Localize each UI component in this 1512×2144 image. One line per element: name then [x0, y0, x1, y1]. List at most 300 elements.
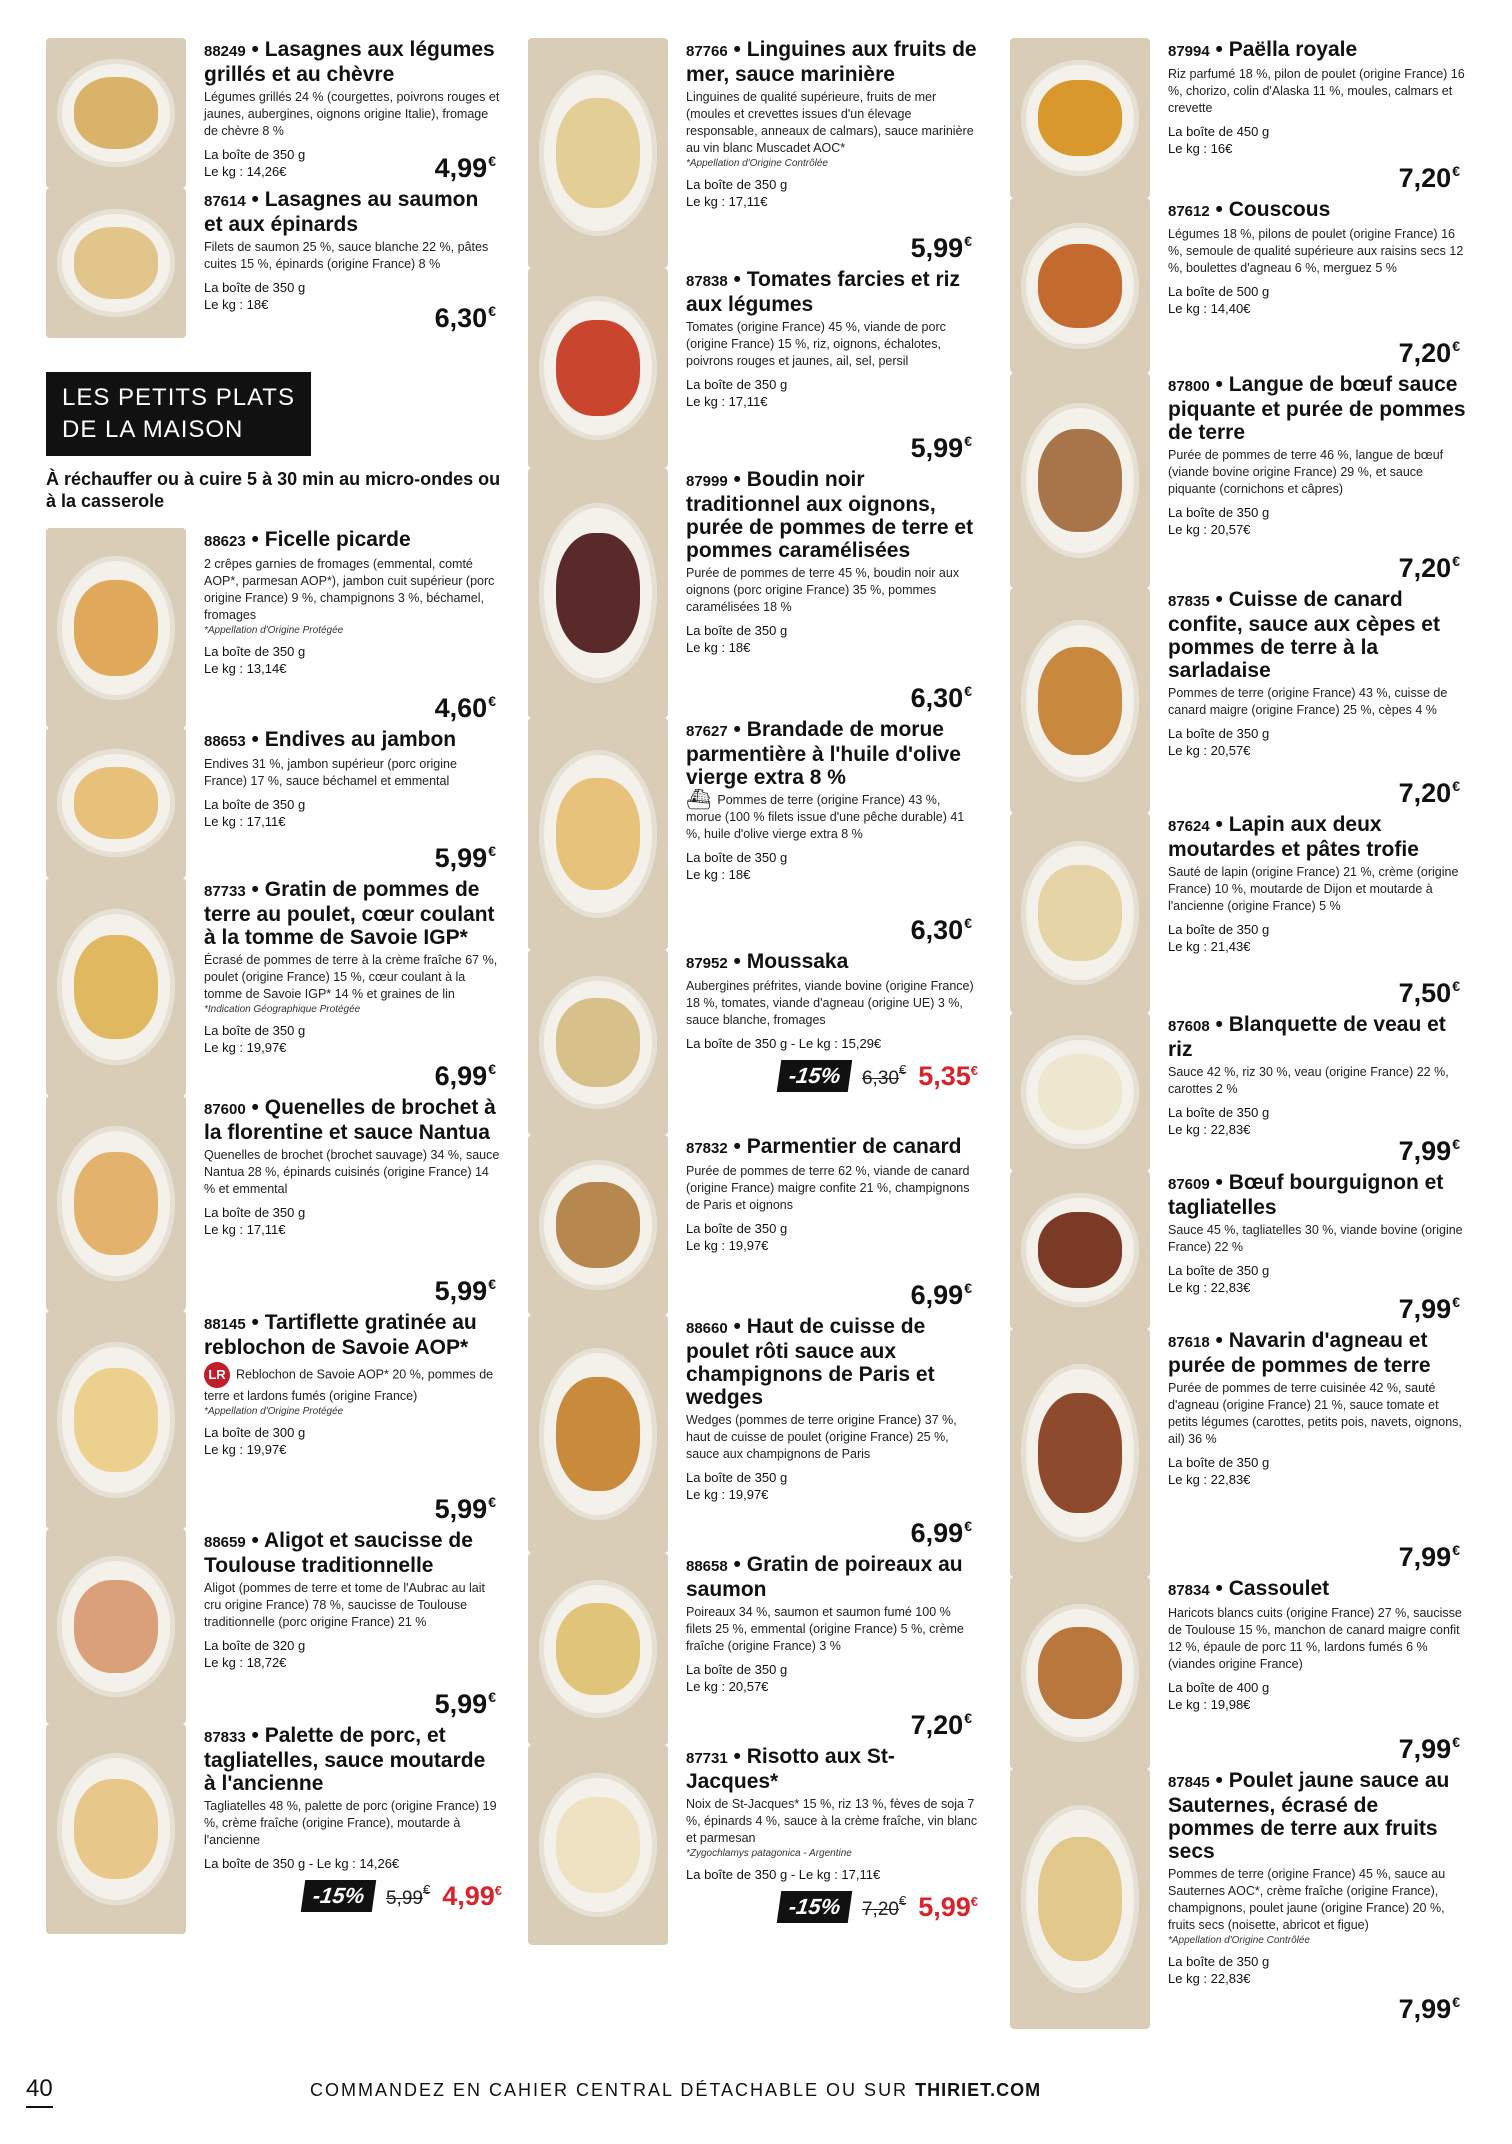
- price-value: 5,99: [434, 843, 488, 873]
- price-per-kg: Le kg : 19,97€: [686, 1487, 769, 1502]
- title-bullet: •: [1209, 1329, 1229, 1352]
- product-name: Risotto aux St-Jacques*: [686, 1745, 895, 1793]
- product-info: [1150, 38, 1466, 198]
- box-weight: La boîte de 350 g: [1168, 505, 1270, 520]
- product-weight: [204, 796, 502, 830]
- new-price-value: 5,35: [918, 1060, 971, 1091]
- price-per-kg: Le kg : 17,11€: [686, 394, 768, 409]
- product-price: [435, 1061, 496, 1092]
- product-title: [686, 1135, 978, 1160]
- price-per-kg: Le kg : 18€: [686, 867, 751, 883]
- box-weight: La boîte de 500 g: [1168, 284, 1270, 299]
- product-name: Lasagnes au saumon et aux épinards: [204, 188, 479, 236]
- currency-symbol: €: [964, 683, 972, 699]
- food-shape: [1038, 244, 1122, 328]
- product-info: [1150, 813, 1466, 1013]
- description-text: Légumes 18 %, pilons de poulet (origine France) 16 %, semoule de qualité supérieure aux raisins secs 12 %, boulettes d'agneau 6 %, merguez 5 %: [1168, 227, 1464, 275]
- product-card: [528, 1315, 978, 1553]
- food-shape: [1038, 1212, 1122, 1288]
- product-title: [1168, 198, 1466, 223]
- title-bullet: •: [245, 38, 265, 61]
- product-card: [1010, 1577, 1466, 1769]
- product-description: [686, 789, 978, 843]
- description-text: Légumes grillés 24 % (courgettes, poivrons rouges et jaunes, aubergines, oignons origine Italie), fromage de chèvre 8 %: [204, 90, 500, 138]
- product-card: [46, 1096, 502, 1311]
- promo-price: [204, 1880, 502, 1912]
- product-weight: [1168, 123, 1466, 157]
- title-bullet: •: [245, 1529, 264, 1552]
- product-photo: [528, 718, 668, 950]
- discount-badge: -15%: [300, 1880, 376, 1912]
- product-code: 87731: [686, 1750, 728, 1767]
- price-per-kg: Le kg : 19,98€: [1168, 1697, 1251, 1712]
- price-value: 7,99: [1398, 1994, 1452, 2024]
- product-description: [686, 1163, 978, 1214]
- product-description: [686, 978, 978, 1029]
- description-text: Pommes de terre (origine France) 43 %, cuisse de canard maigre (origine France) 25 %, cèpes 4 %: [1168, 686, 1448, 717]
- title-bullet: •: [1209, 588, 1229, 611]
- product-name: Ficelle picarde: [264, 528, 411, 551]
- product-title: [204, 878, 502, 949]
- description-text: Sauté de lapin (origine France) 21 %, crème (origine France) 10 %, moutarde de Dijon et moutarde à l'ancienne (origine France) 5 %: [1168, 865, 1459, 913]
- product-code: 87833: [204, 1729, 246, 1746]
- product-info: [186, 878, 502, 1096]
- price-per-kg: Le kg : 22,83€: [1168, 1971, 1251, 1986]
- box-weight: La boîte de 350 g: [686, 623, 788, 638]
- product-price: [911, 1518, 972, 1549]
- product-info: [668, 1553, 978, 1745]
- column-3: [1010, 38, 1466, 2029]
- product-name: Poulet jaune sauce au Sauternes, écrasé de pommes de terre aux fruits secs: [1168, 1769, 1450, 1863]
- description-text: Wedges (pommes de terre origine France) 37 %, haut de cuisse de poulet (origine France) 25 %, sauce aux champignons de Paris: [686, 1413, 957, 1461]
- product-code: 87832: [686, 1140, 728, 1157]
- product-footnote: *Appellation d'Origine Protégée: [204, 625, 344, 636]
- section-title-line2: DE LA MAISON: [62, 416, 244, 443]
- box-weight: La boîte de 350 g: [1168, 1954, 1270, 1969]
- product-weight: [204, 1424, 502, 1458]
- food-shape: [74, 580, 158, 676]
- product-title: [204, 38, 502, 86]
- currency-symbol: €: [1452, 338, 1460, 354]
- product-code: 87800: [1168, 378, 1210, 395]
- product-price: [435, 843, 496, 874]
- description-text: Tomates (origine France) 45 %, viande de porc (origine France) 15 %, riz, oignons, échalotes, poivrons rouges et jaunes, ail, sel, persil: [686, 320, 946, 368]
- product-card: [1010, 198, 1466, 373]
- title-bullet: •: [245, 528, 265, 551]
- product-info: [186, 728, 502, 878]
- new-price: [442, 1881, 502, 1912]
- product-name: Moussaka: [746, 950, 849, 973]
- product-price: [1399, 1994, 1460, 2025]
- product-description: [686, 1604, 978, 1655]
- price-per-kg: Le kg : 14,26€: [204, 164, 287, 179]
- old-price: [862, 1893, 906, 1921]
- box-weight: La boîte de 350 g: [686, 1662, 788, 1677]
- product-code: 87999: [686, 473, 728, 490]
- product-weight: [1168, 504, 1466, 538]
- product-code: 87733: [204, 883, 246, 900]
- product-footnote: *Appellation d'Origine Contrôlée: [1168, 1935, 1310, 1946]
- box-weight: La boîte de 350 g: [686, 177, 788, 192]
- product-price: [911, 915, 972, 946]
- price-per-kg: Le kg : 19,97€: [204, 1040, 287, 1055]
- product-photo: [46, 1311, 186, 1529]
- column-2: [528, 38, 978, 1945]
- product-title: [204, 1096, 502, 1144]
- product-weight: [1168, 1679, 1466, 1713]
- product-card: [528, 1135, 978, 1315]
- title-bullet: •: [245, 1096, 265, 1119]
- title-bullet: •: [245, 728, 265, 751]
- currency-symbol: €: [1452, 163, 1460, 179]
- product-info: [186, 528, 502, 728]
- price-value: 6,99: [434, 1061, 488, 1091]
- footer-site-link[interactable]: THIRIET.COM: [915, 2080, 1042, 2100]
- product-weight: [204, 1204, 502, 1238]
- description-text: Purée de pommes de terre 46 %, langue de bœuf (viande bovine origine France) 29 %, et sauce piquante (cornichons et câpres): [1168, 448, 1444, 496]
- product-name: Quenelles de brochet à la florentine et sauce Nantua: [204, 1096, 496, 1144]
- description-text: Purée de pommes de terre 62 %, viande de canard (origine France) maigre confite 21 %, champignons de Paris et oignons: [686, 1164, 970, 1212]
- product-title: [686, 718, 978, 789]
- currency-symbol: €: [488, 1276, 496, 1292]
- product-info: [1150, 1329, 1466, 1577]
- product-description: [686, 319, 978, 370]
- currency-symbol: €: [488, 1061, 496, 1077]
- product-weight: [204, 1637, 502, 1671]
- section-header: [46, 372, 502, 512]
- food-shape: [74, 767, 158, 839]
- product-code: 88660: [686, 1320, 728, 1337]
- product-description: [1168, 1866, 1466, 1934]
- currency-symbol: €: [494, 1882, 502, 1898]
- box-weight: La boîte de 350 g - Le kg : 17,11€: [686, 1867, 881, 1882]
- sustainable-fishing-icon: ⛴: [686, 789, 712, 812]
- product-card: [1010, 1329, 1466, 1577]
- product-name: Cassoulet: [1228, 1577, 1330, 1600]
- product-footnote: *Appellation d'Origine Contrôlée: [686, 158, 828, 169]
- food-shape: [1038, 1054, 1122, 1130]
- title-bullet: •: [1209, 1577, 1229, 1600]
- product-photo: [528, 468, 668, 718]
- box-weight: La boîte de 350 g: [1168, 922, 1270, 937]
- description-text: Noix de St-Jacques* 15 %, riz 13 %, fèves de soja 7 %, épinards 4 %, sauce à la crème fraîche, vin blanc et parmesan: [686, 1797, 978, 1845]
- food-shape: [74, 935, 158, 1040]
- box-weight: La boîte de 350 g: [204, 644, 306, 659]
- product-weight: [1168, 1953, 1466, 1987]
- title-bullet: •: [1209, 373, 1229, 396]
- product-name: Brandade de morue parmentière à l'huile d'olive vierge extra 8 %: [686, 718, 961, 789]
- description-text: Reblochon de Savoie AOP* 20 %, pommes de terre et lardons fumés (origine France): [204, 1367, 494, 1403]
- product-description: [1168, 685, 1466, 719]
- product-info: [668, 268, 978, 468]
- product-price: [1399, 163, 1460, 194]
- footer-text: [310, 2078, 1041, 2102]
- product-price: [1399, 778, 1460, 809]
- product-photo: [528, 1745, 668, 1945]
- product-info: [1150, 1171, 1466, 1329]
- product-title: [1168, 1329, 1466, 1377]
- product-description: [1168, 1064, 1466, 1098]
- product-weight: [686, 376, 978, 410]
- currency-symbol: €: [898, 1893, 907, 1908]
- description-text: Pommes de terre (origine France) 45 %, sauce au Sauternes AOC*, crème fraîche (origine France), champignons, poulet jaune (origine France) 20 %, fruits secs (noisette, abricot et figue): [1168, 1867, 1446, 1932]
- box-weight: La boîte de 300 g: [204, 1425, 306, 1440]
- product-card: [1010, 38, 1466, 198]
- product-price: [435, 1689, 496, 1720]
- product-name: Haut de cuisse de poulet rôti sauce aux champignons de Paris et wedges: [686, 1315, 935, 1409]
- product-price: [1399, 1734, 1460, 1765]
- product-photo: [528, 38, 668, 268]
- currency-symbol: €: [970, 1893, 978, 1909]
- product-title: [686, 38, 978, 86]
- product-info: [186, 188, 502, 338]
- description-text: Linguines de qualité supérieure, fruits de mer (moules et crevettes issues d'un élevage responsable, anneaux de calmars), sauce marinière au vin blanc Muscadet AOC*: [686, 90, 974, 155]
- title-bullet: •: [727, 1745, 747, 1768]
- discount-badge: -15%: [776, 1060, 852, 1092]
- product-price: [1399, 553, 1460, 584]
- box-weight: La boîte de 350 g: [204, 147, 306, 162]
- product-title: [1168, 1171, 1466, 1219]
- title-bullet: •: [245, 188, 265, 211]
- product-weight: [686, 1866, 978, 1883]
- description-text: Purée de pommes de terre cuisinée 42 %, sauté d'agneau (origine France) 21 %, sauce tomate et petits légumes (carottes, petits pois, navets, oignons, ail) 36 %: [1168, 1381, 1462, 1446]
- product-price: [911, 1280, 972, 1311]
- product-info: [668, 38, 978, 268]
- currency-symbol: €: [970, 1062, 978, 1078]
- box-weight: La boîte de 350 g: [686, 377, 788, 392]
- product-name: Tomates farcies et riz aux légumes: [686, 268, 960, 316]
- product-code: 88659: [204, 1534, 246, 1551]
- product-title: [204, 728, 502, 753]
- currency-symbol: €: [488, 1494, 496, 1510]
- box-weight: La boîte de 350 g: [204, 1205, 306, 1220]
- price-per-kg: Le kg : 17,11€: [204, 814, 286, 829]
- price-per-kg: Le kg : 20,57€: [1168, 522, 1251, 537]
- product-price: [911, 1710, 972, 1741]
- product-code: 88249: [204, 43, 246, 60]
- product-name: Couscous: [1228, 198, 1331, 221]
- price-value: 7,50: [1398, 978, 1452, 1008]
- product-photo: [528, 1553, 668, 1745]
- product-title: [204, 1529, 502, 1577]
- price-value: 5,99: [434, 1494, 488, 1524]
- product-name: Gratin de pommes de terre au poulet, cœur coulant à la tomme de Savoie IGP*: [204, 878, 495, 949]
- description-text: Tagliatelles 48 %, palette de porc (origine France) 19 %, crème fraîche (origine France), moutarde à l'ancienne: [204, 1799, 497, 1847]
- product-card: [1010, 588, 1466, 813]
- product-price: [911, 433, 972, 464]
- description-text: Sauce 45 %, tagliatelles 30 %, viande bovine (origine France) 22 %: [1168, 1223, 1463, 1254]
- product-info: [1150, 373, 1466, 588]
- product-name: Langue de bœuf sauce piquante et purée de pommes de terre: [1168, 373, 1466, 444]
- product-title: [204, 1311, 502, 1359]
- old-price-value: 7,20: [861, 1899, 899, 1920]
- product-photo: [1010, 813, 1150, 1013]
- box-weight: La boîte de 350 g: [686, 850, 788, 866]
- product-description: [686, 89, 978, 157]
- product-title: [686, 1315, 978, 1409]
- product-price: [435, 1276, 496, 1307]
- product-photo: [1010, 1329, 1150, 1577]
- currency-symbol: €: [488, 843, 496, 859]
- product-price: [435, 153, 496, 184]
- title-bullet: •: [727, 1553, 747, 1576]
- title-bullet: •: [245, 1311, 265, 1334]
- product-description: [1168, 226, 1466, 277]
- product-card: [46, 1529, 502, 1724]
- footer-order-text: COMMANDEZ EN CAHIER CENTRAL DÉTACHABLE OU SUR: [310, 2080, 909, 2100]
- box-weight: La boîte de 350 g: [1168, 1455, 1270, 1470]
- product-title: [686, 468, 978, 562]
- product-description: [204, 952, 502, 1003]
- product-price: [1399, 1294, 1460, 1325]
- product-description: [204, 1580, 502, 1631]
- price-per-kg: Le kg : 16€: [1168, 141, 1233, 156]
- price-per-kg: Le kg : 17,11€: [686, 194, 768, 209]
- title-bullet: •: [1209, 813, 1229, 836]
- product-weight: [204, 1855, 502, 1872]
- footer: [0, 2074, 1512, 2114]
- product-title: [1168, 813, 1466, 861]
- product-weight: [686, 1661, 978, 1695]
- product-card: [1010, 1171, 1466, 1329]
- product-card: [528, 1745, 978, 1945]
- old-price-value: 5,99: [385, 1888, 423, 1909]
- product-price: [911, 233, 972, 264]
- price-value: 5,99: [910, 233, 964, 263]
- product-card: [46, 1311, 502, 1529]
- price-value: 6,99: [910, 1280, 964, 1310]
- product-title: [204, 528, 502, 553]
- description-text: Aubergines préfrites, viande bovine (origine France) 18 %, tomates, viande d'agneau (origine UE) 3 %, sauce blanche, fromages: [686, 979, 974, 1027]
- currency-symbol: €: [422, 1882, 431, 1897]
- price-per-kg: Le kg : 22,83€: [1168, 1122, 1251, 1137]
- title-bullet: •: [727, 1135, 747, 1158]
- box-weight: La boîte de 350 g: [1168, 1105, 1270, 1120]
- product-footnote: *Zygochlamys patagonica - Argentine: [686, 1848, 852, 1859]
- product-card: [1010, 1769, 1466, 2029]
- product-photo: [46, 728, 186, 878]
- currency-symbol: €: [1452, 978, 1460, 994]
- product-code: 87624: [1168, 818, 1210, 835]
- box-weight: La boîte de 320 g: [204, 1638, 306, 1653]
- new-price-value: 5,99: [918, 1891, 971, 1922]
- currency-symbol: €: [1452, 1136, 1460, 1152]
- product-code: 88145: [204, 1316, 246, 1333]
- product-name: Lapin aux deux moutardes et pâtes trofie: [1168, 813, 1419, 861]
- product-photo: [46, 1724, 186, 1934]
- product-photo: [1010, 198, 1150, 373]
- product-title: [1168, 1577, 1466, 1602]
- product-photo: [46, 188, 186, 338]
- product-description: [204, 756, 502, 790]
- product-code: 87608: [1168, 1018, 1210, 1035]
- product-footnote: *Indication Géographique Protégée: [204, 1004, 361, 1015]
- description-text: Quenelles de brochet (brochet sauvage) 34 %, sauce Nantua 28 %, épinards cuisinés (origine France) 14 % et emmental: [204, 1148, 500, 1196]
- currency-symbol: €: [1452, 1294, 1460, 1310]
- price-value: 7,20: [1398, 338, 1452, 368]
- price-value: 6,30: [434, 303, 488, 333]
- product-name: Navarin d'agneau et purée de pommes de terre: [1168, 1329, 1431, 1377]
- currency-symbol: €: [1452, 1542, 1460, 1558]
- product-code: 88658: [686, 1558, 728, 1575]
- product-footnote: *Appellation d'Origine Protégée: [204, 1406, 344, 1417]
- product-title: [686, 268, 978, 316]
- old-price: [862, 1062, 906, 1090]
- product-weight: [1168, 725, 1466, 759]
- product-card: [46, 528, 502, 728]
- description-text: Pommes de terre (origine France) 43 %, morue (100 % filets issue d'une pêche durable) 41 %, huile d'olive vierge extra 8 %: [686, 793, 965, 842]
- food-shape: [556, 533, 640, 653]
- product-code: 87627: [686, 723, 728, 740]
- product-code: 87835: [1168, 593, 1210, 610]
- currency-symbol: €: [964, 1518, 972, 1534]
- price-per-kg: Le kg : 22,83€: [1168, 1280, 1251, 1295]
- product-description: [204, 1798, 502, 1849]
- product-description: [1168, 66, 1466, 117]
- description-text: Haricots blancs cuits (origine France) 27 %, saucisse de Toulouse 15 %, manchon de canard maigre confit 12 %, épaule de porc 11 %, lardons fumés 6 % (viandes origine France): [1168, 1606, 1462, 1671]
- product-info: [186, 1724, 502, 1934]
- product-code: 88623: [204, 533, 246, 550]
- promo-price: [686, 1891, 978, 1923]
- product-description: [1168, 447, 1466, 498]
- box-weight: La boîte de 350 g - Le kg : 14,26€: [204, 1856, 400, 1871]
- box-weight: La boîte de 350 g: [686, 1470, 788, 1485]
- title-bullet: •: [1209, 38, 1229, 61]
- product-description: [686, 565, 978, 616]
- product-info: [668, 1315, 978, 1553]
- box-weight: La boîte de 400 g: [1168, 1680, 1270, 1695]
- title-bullet: •: [727, 718, 747, 741]
- price-per-kg: Le kg : 18€: [204, 297, 269, 312]
- product-card: [46, 878, 502, 1096]
- product-info: [1150, 588, 1466, 813]
- price-value: 5,99: [434, 1689, 488, 1719]
- old-price-value: 6,30: [861, 1068, 899, 1089]
- title-bullet: •: [245, 1724, 265, 1747]
- product-code: 87609: [1168, 1176, 1210, 1193]
- price-value: 4,60: [434, 693, 488, 723]
- old-price: [386, 1882, 430, 1910]
- product-card: [528, 718, 978, 950]
- price-value: 5,99: [434, 1276, 488, 1306]
- product-name: Bœuf bourguignon et tagliatelles: [1168, 1171, 1444, 1219]
- product-weight: [204, 1022, 502, 1056]
- currency-symbol: €: [1452, 1994, 1460, 2010]
- product-card: [46, 728, 502, 878]
- food-shape: [74, 227, 158, 299]
- product-info: [668, 950, 978, 1135]
- product-price: [1399, 1136, 1460, 1167]
- section-title-box: [46, 372, 311, 456]
- product-weight: [686, 1035, 978, 1052]
- box-weight: La boîte de 350 g: [1168, 726, 1270, 741]
- product-code: 87612: [1168, 203, 1210, 220]
- description-text: Poireaux 34 %, saumon et saumon fumé 100 % filets 25 %, emmental (origine France) 5 %, crème fraîche (origine France) 3 %: [686, 1605, 964, 1653]
- description-text: Filets de saumon 25 %, sauce blanche 22 %, pâtes cuites 15 %, épinards (origine France) 8 %: [204, 240, 489, 271]
- food-shape: [74, 1368, 158, 1473]
- food-shape: [1038, 1837, 1122, 1962]
- description-text: 2 crêpes garnies de fromages (emmental, comté AOP*, parmesan AOP*), jambon cuit supérieur (porc origine France) 9 %, champignons 3 %, béchamel, fromages: [204, 557, 495, 622]
- product-info: [668, 1745, 978, 1945]
- food-shape: [556, 98, 640, 208]
- product-photo: [1010, 38, 1150, 198]
- food-shape: [556, 1182, 640, 1268]
- product-description: [1168, 864, 1466, 915]
- product-description: [686, 1796, 978, 1847]
- price-value: 7,99: [1398, 1136, 1452, 1166]
- title-bullet: •: [727, 950, 747, 973]
- product-code: 88653: [204, 733, 246, 750]
